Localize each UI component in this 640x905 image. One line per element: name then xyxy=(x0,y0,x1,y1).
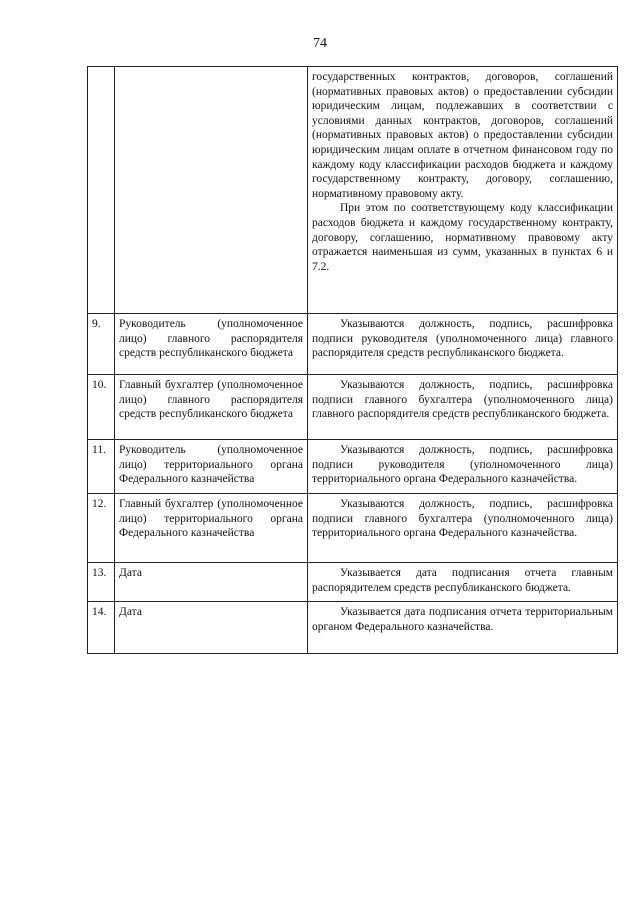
row-number: 13. xyxy=(88,563,115,602)
row-description-text: Указываются должность, подпись, расшифровка подписи главного бухгалтера (уполномоченного лица) главного распорядителя средств республиканского бюджета. xyxy=(312,379,613,421)
row-name: Руководитель (уполномоченное лицо) территориального органа Федерального казначейства xyxy=(115,440,308,494)
row-description-text: Указываются должность, подпись, расшифровка подписи руководителя (уполномоченного лица) главного распорядителя средств республиканского бюджета. xyxy=(312,318,613,360)
row-description-text: Указывается дата подписания отчета главным распорядителем средств республиканского бюджета. xyxy=(312,567,613,594)
row-description-text: Указывается дата подписания отчета территориальным органом Федерального казначейства. xyxy=(312,606,613,633)
row-name: Дата xyxy=(115,563,308,602)
row-description xyxy=(308,494,618,563)
row-description xyxy=(308,563,618,602)
row-name: Главный бухгалтер (уполномоченное лицо) главного распорядителя средств республиканского бюджета xyxy=(115,375,308,440)
table-row xyxy=(88,375,618,440)
row-number: 10. xyxy=(88,375,115,440)
instructions-table xyxy=(87,66,618,654)
row-description xyxy=(308,440,618,494)
row-name: Дата xyxy=(115,602,308,654)
row-description-text: Указываются должность, подпись, расшифровка подписи главного бухгалтера (уполномоченного лица) территориального органа Федерального казначейства. xyxy=(312,498,613,540)
table-row xyxy=(88,494,618,563)
table-row xyxy=(88,602,618,654)
table-row xyxy=(88,563,618,602)
row-description xyxy=(308,314,618,375)
paragraph-text: При этом по соответствующему коду классификации расходов бюджета и каждому государственному контракту, договору, соглашению, нормативному правовому акту отражается наименьшая из сумм, указанных в пунктах 6 и 7.2. xyxy=(312,202,613,273)
page-number: 74 xyxy=(313,36,327,51)
row-name-cell xyxy=(115,67,308,314)
table-row xyxy=(88,440,618,494)
continuation-text: государственных контрактов, договоров, соглашений (нормативных правовых актов) о предоставлении субсидии юридическим лицам, подлежавших в соответствии с условиями данных контрактов, договоров, соглашений (нормативных правовых актов) о предоставлении субсидии юридическим лицам оплате в отчетном финансовом году по каждому коду классификации расходов бюджета и каждому государственному контракту, договору, соглашению, нормативному правовому акту. xyxy=(312,71,613,200)
row-name: Руководитель (уполномоченное лицо) главного распорядителя средств республиканского бюджета xyxy=(115,314,308,375)
row-number: 9. xyxy=(88,314,115,375)
row-number: 12. xyxy=(88,494,115,563)
row-number-cell xyxy=(88,67,115,314)
row-description-text: Указываются должность, подпись, расшифровка подписи руководителя (уполномоченного лица) территориального органа Федерального казначейства. xyxy=(312,444,613,486)
row-name: Главный бухгалтер (уполномоченное лицо) территориального органа Федерального казначейства xyxy=(115,494,308,563)
table-row xyxy=(88,314,618,375)
row-number: 11. xyxy=(88,440,115,494)
row-description xyxy=(308,375,618,440)
row-description xyxy=(308,602,618,654)
row-description-cell xyxy=(308,67,618,314)
row-number: 14. xyxy=(88,602,115,654)
table-row xyxy=(88,67,618,314)
